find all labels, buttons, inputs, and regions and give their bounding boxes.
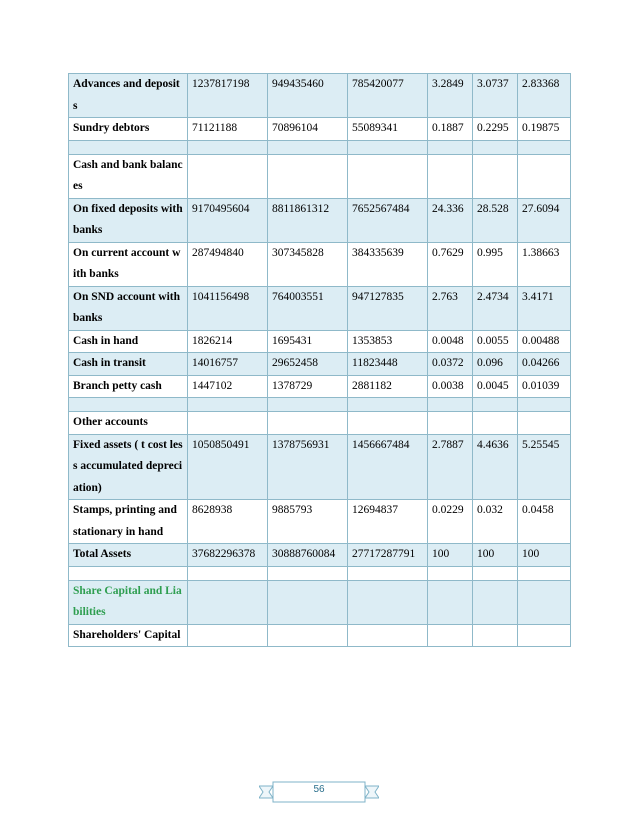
percent-col-3: 0.0458 bbox=[518, 500, 571, 544]
row-label: Stamps, printing and stationary in hand bbox=[69, 500, 188, 544]
empty-cell bbox=[428, 154, 473, 198]
percent-col-2: 0.096 bbox=[473, 353, 518, 376]
section-heading: Other accounts bbox=[69, 412, 188, 435]
empty-cell bbox=[69, 398, 188, 412]
value-col-1: 8628938 bbox=[188, 500, 268, 544]
percent-col-2: 4.4636 bbox=[473, 434, 518, 500]
empty-cell bbox=[188, 140, 268, 154]
table-row bbox=[69, 544, 571, 567]
percent-col-1: 2.763 bbox=[428, 286, 473, 330]
value-col-1: 1050850491 bbox=[188, 434, 268, 500]
empty-cell bbox=[188, 624, 268, 647]
empty-cell bbox=[348, 154, 428, 198]
empty-cell bbox=[428, 412, 473, 435]
value-col-2: 8811861312 bbox=[268, 198, 348, 242]
spacer-row bbox=[69, 140, 571, 154]
empty-cell bbox=[268, 412, 348, 435]
empty-cell bbox=[268, 140, 348, 154]
empty-cell bbox=[428, 566, 473, 580]
percent-col-1: 100 bbox=[428, 544, 473, 567]
row-label: Cash in transit bbox=[69, 353, 188, 376]
spacer-row bbox=[69, 398, 571, 412]
row-label: Advances and deposits bbox=[69, 74, 188, 118]
percent-col-1: 0.0048 bbox=[428, 330, 473, 353]
value-col-1: 37682296378 bbox=[188, 544, 268, 567]
table-row bbox=[69, 353, 571, 376]
percent-col-2: 3.0737 bbox=[473, 74, 518, 118]
empty-cell bbox=[268, 566, 348, 580]
table-row bbox=[69, 375, 571, 398]
empty-cell bbox=[348, 624, 428, 647]
empty-cell bbox=[518, 580, 571, 624]
empty-cell bbox=[518, 154, 571, 198]
empty-cell bbox=[268, 398, 348, 412]
table-row bbox=[69, 242, 571, 286]
value-col-1: 9170495604 bbox=[188, 198, 268, 242]
value-col-1: 1041156498 bbox=[188, 286, 268, 330]
value-col-2: 1378756931 bbox=[268, 434, 348, 500]
value-col-3: 2881182 bbox=[348, 375, 428, 398]
page-number-badge bbox=[259, 780, 379, 804]
percent-col-2: 2.4734 bbox=[473, 286, 518, 330]
percent-col-2: 100 bbox=[473, 544, 518, 567]
empty-cell bbox=[428, 398, 473, 412]
value-col-3: 11823448 bbox=[348, 353, 428, 376]
percent-col-3: 3.4171 bbox=[518, 286, 571, 330]
empty-cell bbox=[473, 398, 518, 412]
section-heading: Shareholders' Capital bbox=[69, 624, 188, 647]
value-col-3: 7652567484 bbox=[348, 198, 428, 242]
table-row bbox=[69, 198, 571, 242]
percent-col-2: 28.528 bbox=[473, 198, 518, 242]
empty-cell bbox=[348, 580, 428, 624]
value-col-2: 1695431 bbox=[268, 330, 348, 353]
percent-col-2: 0.2295 bbox=[473, 118, 518, 141]
empty-cell bbox=[188, 398, 268, 412]
value-col-1: 1447102 bbox=[188, 375, 268, 398]
empty-cell bbox=[518, 398, 571, 412]
value-col-3: 55089341 bbox=[348, 118, 428, 141]
empty-cell bbox=[69, 140, 188, 154]
table-row bbox=[69, 74, 571, 118]
table-row bbox=[69, 118, 571, 141]
empty-cell bbox=[473, 412, 518, 435]
percent-col-3: 2.83368 bbox=[518, 74, 571, 118]
row-label: Total Assets bbox=[69, 544, 188, 567]
percent-col-1: 3.2849 bbox=[428, 74, 473, 118]
value-col-3: 947127835 bbox=[348, 286, 428, 330]
empty-cell bbox=[188, 154, 268, 198]
value-col-1: 14016757 bbox=[188, 353, 268, 376]
row-label: On SND account with banks bbox=[69, 286, 188, 330]
section-heading: Cash and bank balances bbox=[69, 154, 188, 198]
empty-cell bbox=[348, 566, 428, 580]
section-row bbox=[69, 580, 571, 624]
empty-cell bbox=[428, 580, 473, 624]
empty-cell bbox=[428, 624, 473, 647]
value-col-2: 9885793 bbox=[268, 500, 348, 544]
section-heading: Share Capital and Liabilities bbox=[69, 580, 188, 624]
row-label: On current account with banks bbox=[69, 242, 188, 286]
empty-cell bbox=[473, 140, 518, 154]
percent-col-3: 0.00488 bbox=[518, 330, 571, 353]
row-label: Branch petty cash bbox=[69, 375, 188, 398]
percent-col-3: 100 bbox=[518, 544, 571, 567]
empty-cell bbox=[188, 412, 268, 435]
percent-col-1: 0.0229 bbox=[428, 500, 473, 544]
value-col-3: 1353853 bbox=[348, 330, 428, 353]
percent-col-3: 27.6094 bbox=[518, 198, 571, 242]
row-label: Fixed assets ( t cost less accumulated depreciation) bbox=[69, 434, 188, 500]
empty-cell bbox=[518, 412, 571, 435]
value-col-2: 30888760084 bbox=[268, 544, 348, 567]
section-row bbox=[69, 412, 571, 435]
percent-col-2: 0.032 bbox=[473, 500, 518, 544]
value-col-3: 785420077 bbox=[348, 74, 428, 118]
empty-cell bbox=[69, 566, 188, 580]
row-label: On fixed deposits with banks bbox=[69, 198, 188, 242]
value-col-2: 1378729 bbox=[268, 375, 348, 398]
value-col-2: 70896104 bbox=[268, 118, 348, 141]
value-col-3: 27717287791 bbox=[348, 544, 428, 567]
empty-cell bbox=[518, 140, 571, 154]
empty-cell bbox=[473, 566, 518, 580]
percent-col-1: 0.0038 bbox=[428, 375, 473, 398]
spacer-row bbox=[69, 566, 571, 580]
percent-col-2: 0.995 bbox=[473, 242, 518, 286]
value-col-1: 71121188 bbox=[188, 118, 268, 141]
table-row bbox=[69, 330, 571, 353]
empty-cell bbox=[428, 140, 473, 154]
empty-cell bbox=[268, 580, 348, 624]
percent-col-3: 0.01039 bbox=[518, 375, 571, 398]
empty-cell bbox=[268, 624, 348, 647]
table-row bbox=[69, 434, 571, 500]
value-col-2: 949435460 bbox=[268, 74, 348, 118]
row-label: Sundry debtors bbox=[69, 118, 188, 141]
section-row bbox=[69, 154, 571, 198]
percent-col-1: 0.7629 bbox=[428, 242, 473, 286]
page-number: 56 bbox=[313, 784, 325, 795]
percent-col-2: 0.0055 bbox=[473, 330, 518, 353]
empty-cell bbox=[188, 566, 268, 580]
section-row bbox=[69, 624, 571, 647]
value-col-1: 1826214 bbox=[188, 330, 268, 353]
percent-col-1: 2.7887 bbox=[428, 434, 473, 500]
value-col-2: 764003551 bbox=[268, 286, 348, 330]
value-col-3: 384335639 bbox=[348, 242, 428, 286]
percent-col-1: 24.336 bbox=[428, 198, 473, 242]
value-col-2: 307345828 bbox=[268, 242, 348, 286]
empty-cell bbox=[473, 624, 518, 647]
empty-cell bbox=[473, 580, 518, 624]
empty-cell bbox=[188, 580, 268, 624]
table-row bbox=[69, 500, 571, 544]
percent-col-2: 0.0045 bbox=[473, 375, 518, 398]
percent-col-3: 1.38663 bbox=[518, 242, 571, 286]
empty-cell bbox=[348, 398, 428, 412]
empty-cell bbox=[348, 140, 428, 154]
value-col-1: 1237817198 bbox=[188, 74, 268, 118]
percent-col-1: 0.0372 bbox=[428, 353, 473, 376]
percent-col-3: 0.04266 bbox=[518, 353, 571, 376]
empty-cell bbox=[518, 624, 571, 647]
value-col-3: 1456667484 bbox=[348, 434, 428, 500]
row-label: Cash in hand bbox=[69, 330, 188, 353]
value-col-2: 29652458 bbox=[268, 353, 348, 376]
balance-sheet-table bbox=[68, 73, 571, 647]
percent-col-3: 5.25545 bbox=[518, 434, 571, 500]
percent-col-3: 0.19875 bbox=[518, 118, 571, 141]
empty-cell bbox=[268, 154, 348, 198]
value-col-1: 287494840 bbox=[188, 242, 268, 286]
value-col-3: 12694837 bbox=[348, 500, 428, 544]
empty-cell bbox=[348, 412, 428, 435]
empty-cell bbox=[518, 566, 571, 580]
empty-cell bbox=[473, 154, 518, 198]
table-row bbox=[69, 286, 571, 330]
percent-col-1: 0.1887 bbox=[428, 118, 473, 141]
